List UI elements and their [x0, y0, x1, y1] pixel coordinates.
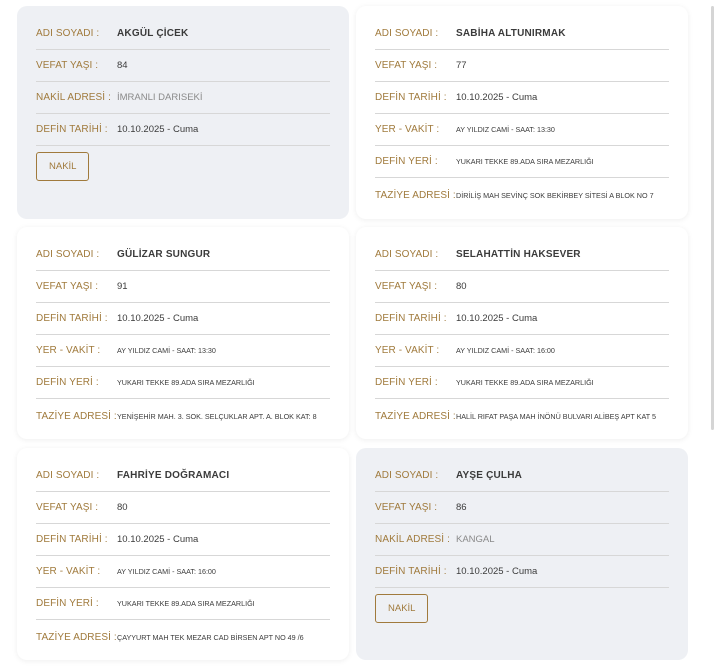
burial-place-row [375, 146, 669, 178]
condolence-address-row [36, 399, 330, 433]
age-value: 77 [456, 60, 467, 71]
condolence-address-value: HALİL RIFAT PAŞA MAH İNÖNÜ BULVARI ALİBEŞ APT KAT 5 [456, 411, 656, 421]
age-row [375, 50, 669, 82]
burial-date-row [36, 303, 330, 335]
burial-place-label: DEFİN YERİ : [36, 598, 99, 609]
obituary-card-sabiha-altunirmak [356, 6, 688, 219]
obituary-card-gulizar-sungur [17, 227, 349, 439]
obituary-card-selahattin-haksever [356, 227, 688, 439]
burial-date-row [375, 82, 669, 114]
nakil-address-label: NAKİL ADRESİ : [375, 534, 450, 545]
name-label: ADI SOYADI : [36, 249, 100, 260]
place-time-value: AY YILDIZ CAMİ - SAAT: 13:30 [117, 346, 216, 355]
condolence-address-label: TAZİYE ADRESİ : [36, 631, 117, 643]
age-row [375, 492, 669, 524]
age-label: VEFAT YAŞI : [375, 502, 438, 513]
age-value: 80 [456, 281, 467, 292]
name-label: ADI SOYADI : [36, 28, 100, 39]
burial-date-value: 10.10.2025 - Cuma [117, 313, 199, 324]
age-row [375, 271, 669, 303]
condolence-address-value: ÇAYYURT MAH TEK MEZAR CAD BİRSEN APT NO 49 /6 [117, 632, 304, 642]
nakil-button[interactable]: NAKİL [375, 594, 428, 623]
burial-place-label: DEFİN YERİ : [375, 377, 438, 388]
nakil-address-value: KANGAL [456, 534, 495, 545]
burial-date-label: DEFİN TARİHİ : [36, 534, 108, 545]
place-time-label: YER - VAKİT : [36, 566, 101, 577]
age-label: VEFAT YAŞI : [36, 60, 99, 71]
burial-date-row [375, 303, 669, 335]
burial-date-label: DEFİN TARİHİ : [36, 313, 108, 324]
nakil-address-label: NAKİL ADRESİ : [36, 92, 111, 103]
condolence-address-value: YENİŞEHİR MAH. 3. SOK. SELÇUKLAR APT. A. BLOK KAT: 8 [117, 411, 317, 421]
condolence-address-row [375, 399, 669, 433]
obituary-card-fahriye-dogramaci [17, 448, 349, 660]
burial-place-label: DEFİN YERİ : [36, 377, 99, 388]
burial-date-value: 10.10.2025 - Cuma [456, 92, 538, 103]
place-time-value: AY YILDIZ CAMİ - SAAT: 16:00 [117, 567, 216, 576]
burial-date-row [36, 114, 330, 146]
burial-date-row [36, 524, 330, 556]
age-label: VEFAT YAŞI : [36, 281, 99, 292]
burial-place-value: YUKARI TEKKE 89.ADA SIRA MEZARLIĞI [456, 378, 594, 387]
obituary-card-akgul-cicek [17, 6, 349, 219]
burial-date-label: DEFİN TARİHİ : [375, 92, 447, 103]
name-value: AKGÜL ÇİCEK [117, 28, 189, 39]
name-label: ADI SOYADI : [375, 28, 439, 39]
nakil-address-value: İMRANLI DARISEKİ [117, 92, 203, 103]
page-scrollbar[interactable] [711, 6, 714, 430]
name-value: GÜLİZAR SUNGUR [117, 249, 211, 260]
place-time-row [375, 114, 669, 146]
burial-place-row [36, 588, 330, 620]
age-row [36, 50, 330, 82]
age-value: 80 [117, 502, 128, 513]
name-row [36, 460, 330, 492]
age-value: 91 [117, 281, 128, 292]
condolence-address-label: TAZİYE ADRESİ : [375, 189, 456, 201]
burial-date-value: 10.10.2025 - Cuma [117, 534, 199, 545]
place-time-label: YER - VAKİT : [375, 345, 440, 356]
burial-date-value: 10.10.2025 - Cuma [456, 313, 538, 324]
burial-place-row [36, 367, 330, 399]
age-row [36, 492, 330, 524]
burial-place-value: YUKARI TEKKE 89.ADA SIRA MEZARLIĞI [456, 157, 594, 166]
name-label: ADI SOYADI : [375, 249, 439, 260]
name-value: SABİHA ALTUNIRMAK [456, 28, 566, 39]
age-label: VEFAT YAŞI : [375, 60, 438, 71]
age-value: 86 [456, 502, 467, 513]
age-label: VEFAT YAŞI : [375, 281, 438, 292]
burial-date-label: DEFİN TARİHİ : [375, 566, 447, 577]
age-label: VEFAT YAŞI : [36, 502, 99, 513]
age-value: 84 [117, 60, 128, 71]
name-row [36, 239, 330, 271]
nakil-button[interactable]: NAKİL [36, 152, 89, 181]
name-value: AYŞE ÇULHA [456, 470, 523, 481]
burial-place-value: YUKARI TEKKE 89.ADA SIRA MEZARLIĞI [117, 599, 255, 608]
name-label: ADI SOYADI : [375, 470, 439, 481]
obituary-card-ayse-culha [356, 448, 688, 660]
name-row [375, 460, 669, 492]
place-time-row [375, 335, 669, 367]
condolence-address-row [36, 620, 330, 654]
nakil-address-row [375, 524, 669, 556]
burial-place-value: YUKARI TEKKE 89.ADA SIRA MEZARLIĞI [117, 378, 255, 387]
place-time-value: AY YILDIZ CAMİ - SAAT: 16:00 [456, 346, 555, 355]
burial-date-label: DEFİN TARİHİ : [36, 124, 108, 135]
name-label: ADI SOYADI : [36, 470, 100, 481]
name-row [36, 18, 330, 50]
condolence-address-label: TAZİYE ADRESİ : [375, 410, 456, 422]
burial-place-label: DEFİN YERİ : [375, 156, 438, 167]
name-value: FAHRİYE DOĞRAMACI [117, 470, 230, 481]
age-row [36, 271, 330, 303]
burial-date-value: 10.10.2025 - Cuma [456, 566, 538, 577]
nakil-address-row [36, 82, 330, 114]
name-row [375, 239, 669, 271]
burial-place-row [375, 367, 669, 399]
burial-date-label: DEFİN TARİHİ : [375, 313, 447, 324]
place-time-label: YER - VAKİT : [375, 124, 440, 135]
condolence-address-row [375, 178, 669, 212]
name-value: SELAHATTİN HAKSEVER [456, 249, 581, 260]
name-row [375, 18, 669, 50]
condolence-address-value: DİRİLİŞ MAH SEVİNÇ SOK BEKİRBEY SİTESİ A BLOK NO 7 [456, 190, 654, 200]
place-time-label: YER - VAKİT : [36, 345, 101, 356]
place-time-value: AY YILDIZ CAMİ - SAAT: 13:30 [456, 125, 555, 134]
burial-date-row [375, 556, 669, 588]
place-time-row [36, 556, 330, 588]
condolence-address-label: TAZİYE ADRESİ : [36, 410, 117, 422]
burial-date-value: 10.10.2025 - Cuma [117, 124, 199, 135]
place-time-row [36, 335, 330, 367]
